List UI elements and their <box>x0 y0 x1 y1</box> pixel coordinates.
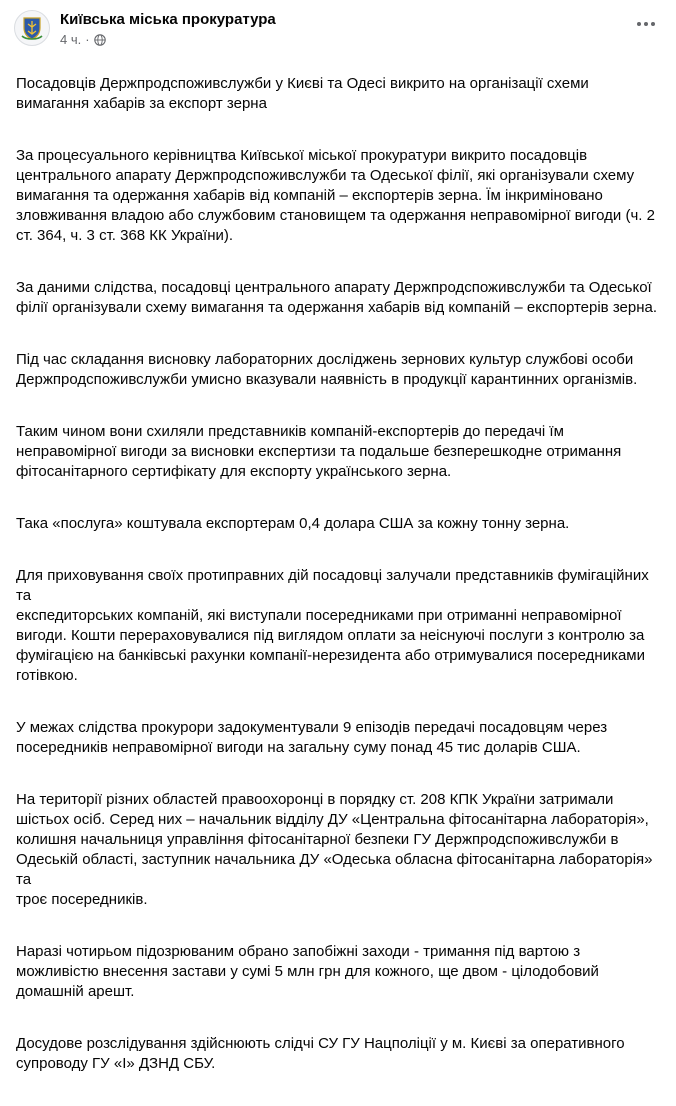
post-paragraph: Досудове розслідування здійснюють слідчі СУ ГУ Нацполіції у м. Києві за оперативного супроводу ГУ «І» ДЗНД СБУ. <box>16 1035 625 1072</box>
page-name-link[interactable]: Київська міська прокуратура <box>60 11 276 28</box>
page-avatar[interactable] <box>14 10 50 46</box>
post-subline <box>60 32 276 48</box>
post-paragraph: Посадовців Держпродспоживслужби у Києві та Одесі викрито на організації схеми вимагання хабарів за експорт зерна <box>16 75 589 112</box>
post-paragraph: Наразі чотирьом підозрюваним обрано запобіжні заходи - тримання під вартою з можливістю внесення застави у сумі 5 млн грн для кожного, ще двом - цілодобовий домашній арешт. <box>16 943 599 1000</box>
post-paragraph: За процесуального керівництва Київської міської прокуратури викрито посадовців центрального апарату Держпродспоживслужби та Одеської філії, які організували схему вимагання та одержання хабарів від компаній – експортерів зерна. Їм інкриміновано зловживання владою або службовим становищем та одержання неправомірної вигоди (ч. 2 ст. 364, ч. 3 ст. 368 КК України). <box>16 147 655 244</box>
post-paragraph: Під час складання висновку лабораторних досліджень зернових культур службові особи Держпродспоживслужби умисно вказували наявність в продукції карантинних організмів. <box>16 351 638 388</box>
prosecutor-emblem-icon <box>17 13 47 43</box>
separator-dot: · <box>85 32 90 47</box>
post-paragraph: За даними слідства, посадовці центрального апарату Держпродспоживслужби та Одеської філії організували схему вимагання та одержання хабарів від компаній – експортерів зерна. <box>16 279 658 316</box>
more-dots-icon <box>636 21 656 27</box>
post-options-button[interactable] <box>634 14 658 34</box>
post-paragraph: Для приховування своїх протиправних дій посадовці залучали представників фумігаційних та експедиторських компаній, які виступали посередниками при отриманні неправомірної вигоди. Кошти перераховувалися під виглядом оплати за неіснуючі послуги з контролю за фумігацією на банківські рахунки компанії-нерезидента або отримувалися посередниками готівкою. <box>16 567 649 684</box>
post-timestamp[interactable]: 4 ч. <box>60 32 82 47</box>
post-body <box>16 54 664 1106</box>
post-paragraph: У межах слідства прокурори задокументували 9 епізодів передачі посадовцям через посередників неправомірної вигоди на загальну суму понад 45 тис доларів США. <box>16 719 608 756</box>
post-meta <box>60 6 276 48</box>
post-header <box>14 6 276 50</box>
globe-icon <box>94 34 106 46</box>
post-paragraph: Таким чином вони схиляли представників компаній-експортерів до передачі їм неправомірної вигоди за висновки експертизи та подальше безперешкодне отримання фітосанітарного сертифікату для експорту українського зерна. <box>16 423 622 480</box>
post-paragraph: Така «послуга» коштувала експортерам 0,4 долара США за кожну тонну зерна. <box>16 515 570 532</box>
post-paragraph: На території різних областей правоохоронці в порядку ст. 208 КПК України затримали шістьох осіб. Серед них – начальник відділу ДУ «Центральна фітосанітарна лабораторія», колишня начальниця управління фітосанітарної безпеки ГУ Держпродспоживслужби в Одеській області, заступник начальника ДУ «Одеська обласна фітосанітарна лабораторія» та троє посередників. <box>16 791 653 908</box>
